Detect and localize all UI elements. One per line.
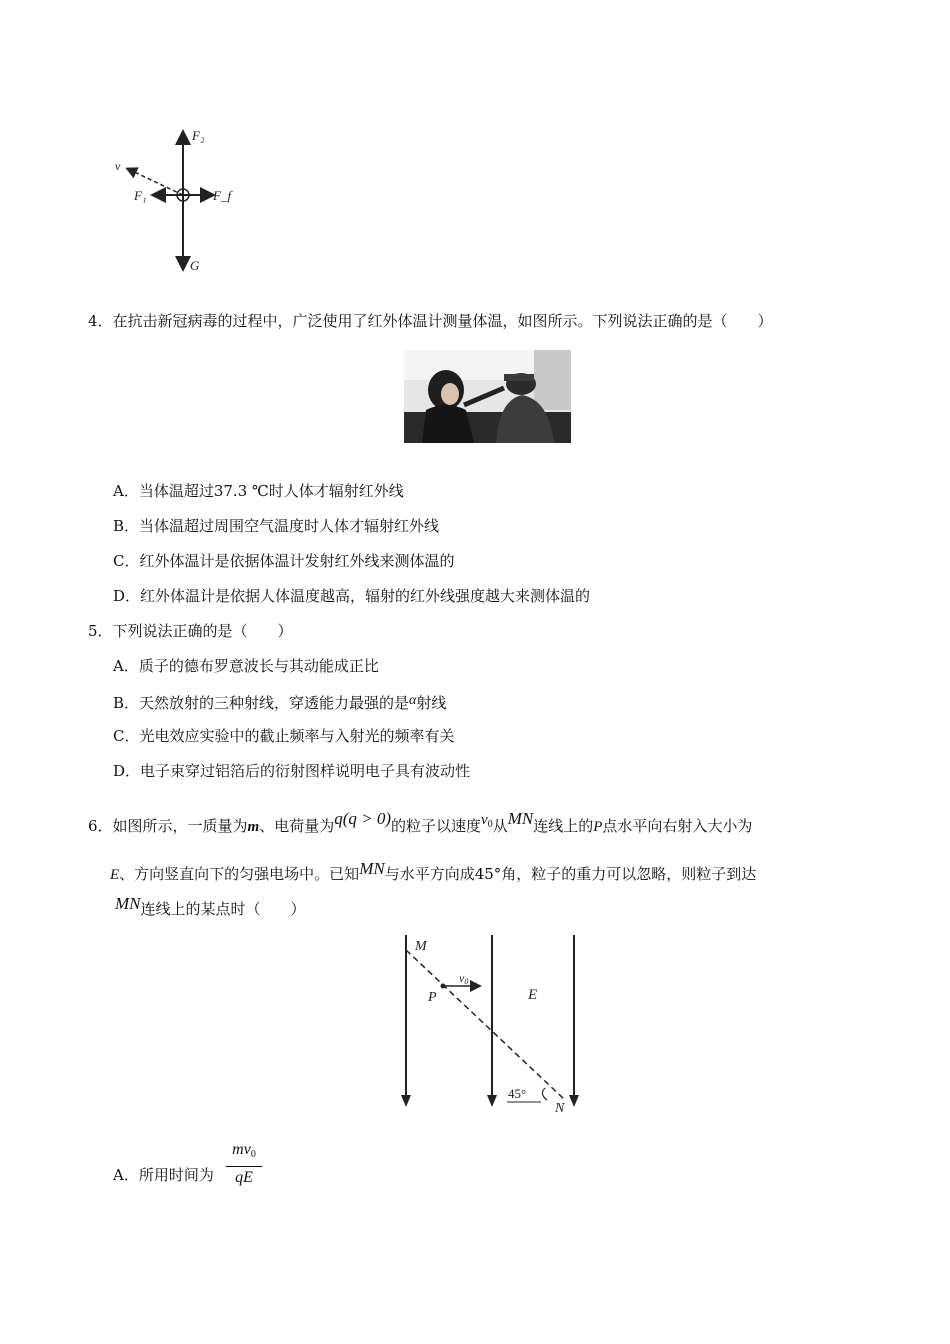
- q6-text-5: 连线上的: [533, 817, 594, 835]
- electric-field-diagram: [395, 930, 595, 1115]
- q4-option-d: D．红外体温计是依据人体温度越高，辐射的红外线强度越大来测体温的: [113, 587, 591, 605]
- q6-option-a: A．所用时间为: [113, 1166, 214, 1184]
- q5-stem: 5．下列说法正确的是（ ）: [88, 622, 293, 640]
- field-e-symbol: E: [110, 867, 120, 883]
- force-diagram: [110, 125, 250, 280]
- fraction-denominator: qE: [235, 1169, 253, 1186]
- label-g: G: [190, 258, 200, 273]
- label-v: v: [115, 159, 121, 173]
- q5-option-d: D．电子束穿过铝箔后的衍射图样说明电子具有波动性: [113, 762, 471, 780]
- alpha-symbol: α: [409, 693, 417, 708]
- q5-option-a: A．质子的德布罗意波长与其动能成正比: [113, 657, 379, 675]
- label-n: N: [555, 1101, 565, 1115]
- numerator-subscript: 0: [250, 1149, 256, 1160]
- label-m: M: [415, 939, 427, 954]
- q6-text-9: 连线上的某点时（ ）: [140, 900, 306, 918]
- fraction-numerator: [226, 1140, 262, 1165]
- time-fraction: [226, 1140, 262, 1188]
- label-p: P: [428, 990, 437, 1005]
- velocity-v: v: [481, 812, 488, 828]
- label-e: E: [528, 987, 538, 1003]
- q4-option-c: C．红外体温计是依据体温计发射红外线来测体温的: [113, 552, 455, 570]
- numerator-text: mv: [232, 1141, 251, 1158]
- mn-symbol-2: MN: [359, 859, 385, 878]
- point-p-symbol: P: [593, 819, 603, 835]
- velocity-subscript: 0: [487, 819, 493, 830]
- label-angle: 45°: [508, 1086, 527, 1101]
- charge-expression: q(q > 0): [334, 809, 392, 828]
- q6-text-3: 的粒子以速度: [391, 817, 482, 835]
- q4-stem: 4．在抗击新冠病毒的过程中，广泛使用了红外体温计测量体温，如图所示。下列说法正确的是（ ）: [88, 312, 773, 330]
- mn-symbol-3: MN: [115, 894, 141, 913]
- velocity-symbol: [481, 812, 493, 828]
- q5-option-b-tail: 射线: [416, 694, 447, 712]
- q6-text-6: 点水平向右射入大小为: [602, 817, 753, 835]
- q6-text-7: 、方向竖直向下的匀强电场中。已知: [119, 865, 360, 883]
- label-v0-v: v: [459, 971, 465, 985]
- q6-text-2: 、电荷量为: [259, 817, 335, 835]
- q6-stem-line2: [110, 859, 756, 885]
- q5-option-c: C．光电效应实验中的截止频率与入射光的频率有关: [113, 727, 455, 745]
- label-f1: F₁: [134, 188, 147, 203]
- q5-option-b: [113, 691, 446, 713]
- q4-option-a: A．当体温超过37.3 ℃时人体才辐射红外线: [113, 482, 404, 500]
- fraction-bar: [226, 1166, 262, 1167]
- label-v0: [459, 971, 468, 986]
- q6-stem-line1: [88, 809, 752, 837]
- label-v0-sub: 0: [464, 977, 469, 986]
- mass-symbol: m: [247, 819, 260, 835]
- q6-text-1: 6．如图所示，一质量为: [88, 817, 248, 835]
- label-f2: F₂: [192, 128, 205, 143]
- q6-text-8: 与水平方向成45°角，粒子的重力可以忽略，则粒子到达: [384, 865, 757, 883]
- q5-option-b-text: B．天然放射的三种射线，穿透能力最强的是: [113, 694, 410, 712]
- thermometer-photo: [404, 350, 571, 443]
- q4-option-b: B．当体温超过周围空气温度时人体才辐射红外线: [113, 517, 440, 535]
- label-ff: F_f: [213, 188, 232, 203]
- mn-symbol: MN: [507, 809, 534, 828]
- q6-stem-line3: [115, 894, 306, 919]
- q6-text-4: 从: [492, 817, 508, 835]
